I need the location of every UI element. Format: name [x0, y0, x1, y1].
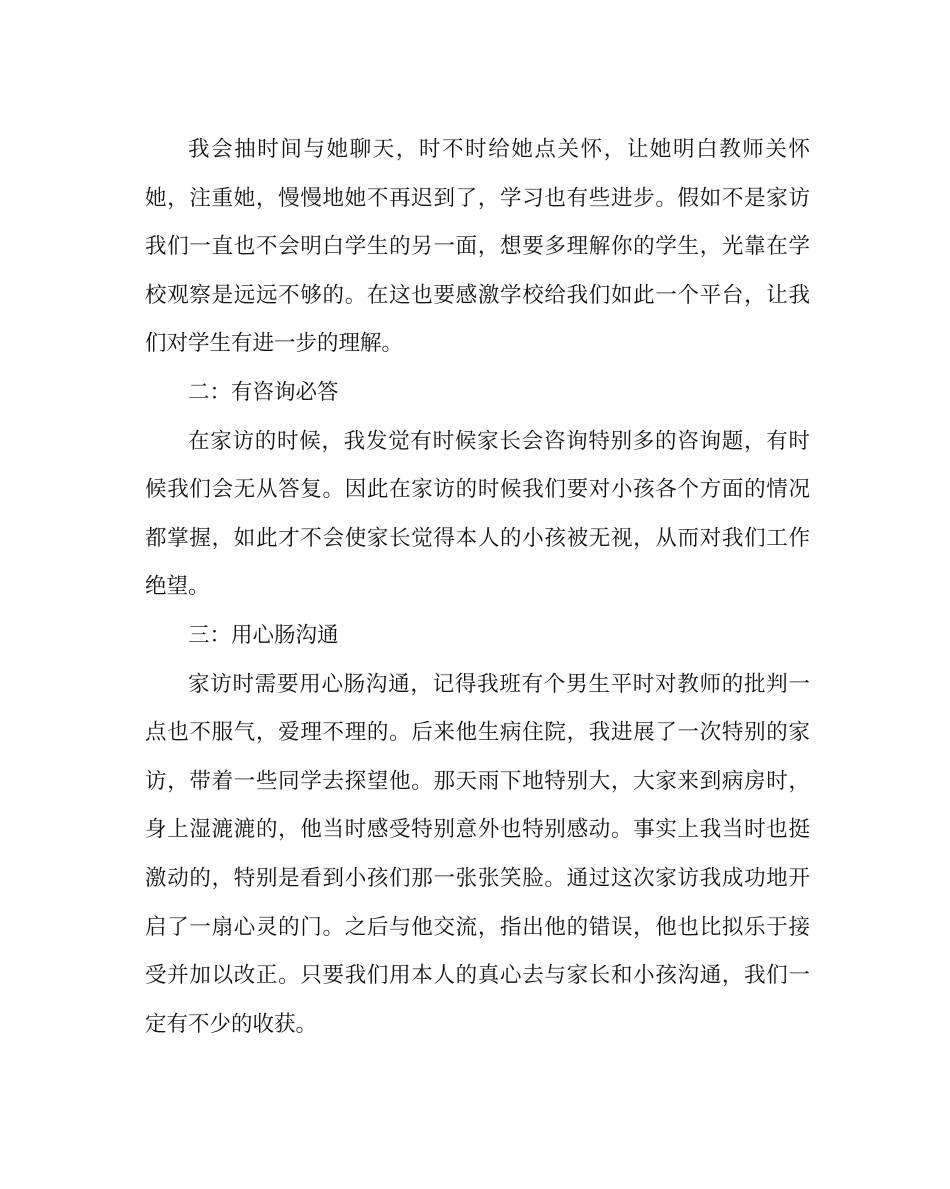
document-body: [145, 126, 810, 1049]
paragraph-home-visit-care: 我会抽时间与她聊天，时不时给她点关怀，让她明白教师关怀她，注重她，慢慢地她不再迟到了，学习也有些进步。假如不是家访我们一直也不会明白学生的另一面，想要多理解你的学生，光靠在学校观察是远远不够的。在这也要感激学校给我们如此一个平台，让我们对学生有进一步的理解。: [145, 137, 810, 357]
section-heading-heartfelt-communication: 三：用心肠沟通: [188, 622, 339, 648]
paragraph-heartfelt-communication: 家访时需要用心肠沟通，记得我班有个男生平时对教师的批判一点也不服气，爱理不理的。后来他生病住院，我进展了一次特别的家访，带着一些同学去探望他。那天雨下地特别大，大家来到病房时，身上湿漉漉的，他当时感受特别意外也特别感动。事实上我当时也挺激动的，特别是看到小孩们那一张张笑脸。通过这次家访我成功地开启了一扇心灵的门。之后与他交流，指出他的错误，他也比拟乐于接受并加以改正。只要我们用本人的真心去与家长和小孩沟通，我们一定有不少的收获。: [145, 671, 810, 1037]
section-heading-answer-questions: 二：有咨询必答: [188, 379, 339, 405]
paragraph-answer-questions: 在家访的时候，我发觉有时候家长会咨询特别多的咨询题，有时候我们会无从答复。因此在家访的时候我们要对小孩各个方面的情况都掌握，如此才不会使家长觉得本人的小孩被无视，从而对我们工作绝望。: [145, 428, 810, 600]
